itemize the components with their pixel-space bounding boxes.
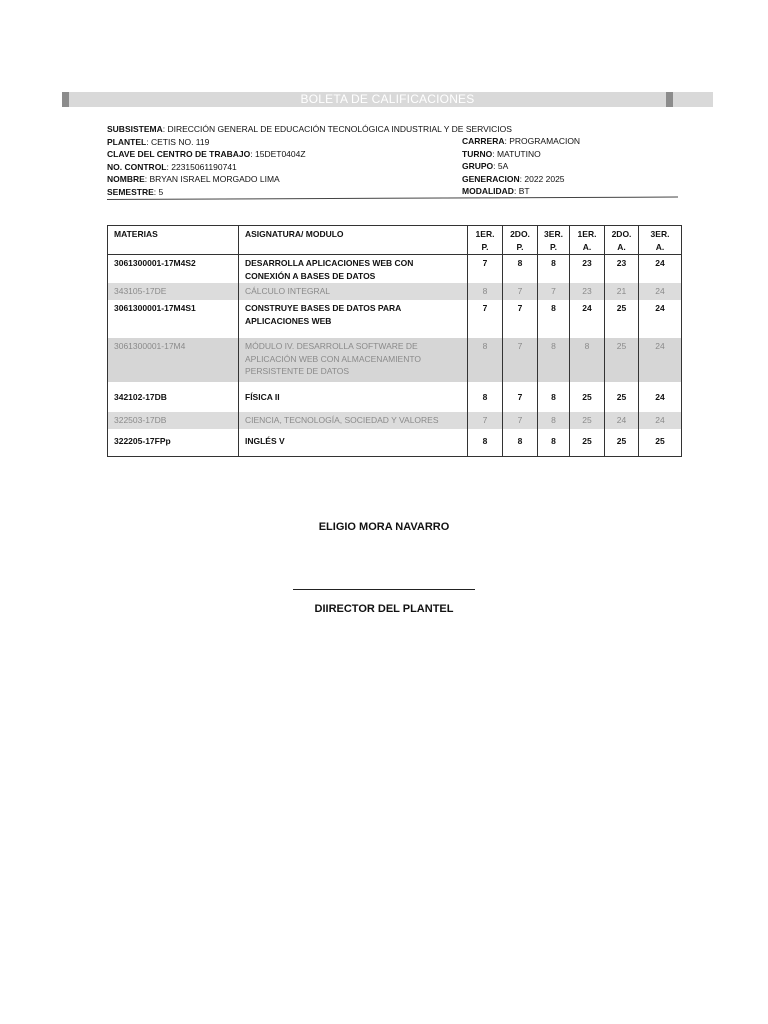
info-label: SUBSISTEMA (107, 124, 163, 134)
info-row-carrera: CARRERA: PROGRAMACION (462, 136, 581, 146)
cell-grade: 7 (468, 255, 503, 284)
header-2do-parcial (503, 226, 538, 255)
signature-line (293, 589, 475, 590)
cell-grade: 24 (639, 300, 682, 338)
cell-asignatura: CÁLCULO INTEGRAL (239, 283, 468, 300)
cell-grade: 25 (605, 338, 639, 382)
cell-materia: 3061300001-17M4S2 (108, 255, 239, 284)
header-3er-acumulado (639, 226, 682, 255)
cell-grade: 25 (570, 382, 605, 412)
header-line: A. (582, 241, 592, 252)
cell-grade: 7 (468, 300, 503, 338)
info-row-nombre: NOMBRE: BRYAN ISRAEL MORGADO LIMA (107, 174, 280, 184)
header-1er-acumulado (570, 226, 605, 255)
info-value: DIRECCIÓN GENERAL DE EDUCACIÓN TECNOLÓGICA INDUSTRIAL Y DE SERVICIOS (167, 124, 512, 134)
info-row-grupo: GRUPO: 5A (462, 161, 509, 171)
cell-grade: 7 (503, 300, 538, 338)
info-label: MODALIDAD (462, 186, 514, 196)
cell-grade: 24 (605, 412, 639, 429)
cell-asignatura: DESARROLLA APLICACIONES WEB CON CONEXIÓN A BASES DE DATOS (239, 255, 468, 284)
info-label: CLAVE DEL CENTRO DE TRABAJO (107, 149, 251, 159)
cell-grade: 24 (639, 283, 682, 300)
cell-grade: 25 (605, 382, 639, 412)
info-row-plantel: PLANTEL: CETIS NO. 119 (107, 136, 210, 147)
table-row (108, 300, 682, 338)
cell-grade: 7 (503, 338, 538, 382)
info-row-turno: TURNO: MATUTINO (462, 148, 541, 159)
cell-grade: 7 (538, 283, 570, 300)
header-line: 2DO. (510, 229, 530, 239)
cell-grade: 25 (605, 429, 639, 456)
info-label: GRUPO (462, 161, 494, 171)
info-row-modalidad: MODALIDAD: BT (462, 186, 530, 196)
cell-grade: 8 (468, 382, 503, 412)
cell-grade: 23 (570, 283, 605, 300)
info-label: SEMESTRE (107, 186, 154, 197)
info-label: CARRERA (462, 136, 505, 146)
cell-grade: 8 (538, 338, 570, 382)
cell-grade: 25 (639, 429, 682, 456)
cell-grade: 7 (468, 412, 503, 429)
cell-grade: 8 (538, 412, 570, 429)
info-label: GENERACION (462, 173, 520, 184)
header-line: 2DO. (611, 229, 632, 239)
cell-asignatura: INGLÉS V (239, 429, 468, 456)
grades-table (107, 225, 682, 457)
cell-grade: 24 (639, 382, 682, 412)
student-info-left (107, 123, 512, 198)
header-line: A. (655, 241, 665, 252)
header-2do-acumulado (605, 226, 639, 255)
cell-materia: 3061300001-17M4S1 (108, 300, 239, 338)
header-line: 1ER. (475, 229, 495, 239)
info-value: 5A (497, 161, 509, 171)
header-line: P. (481, 241, 489, 252)
cell-grade: 8 (538, 429, 570, 456)
title-bar (62, 92, 713, 107)
info-value: CETIS NO. 119 (150, 136, 210, 147)
cell-grade: 8 (538, 255, 570, 284)
info-row-clave: CLAVE DEL CENTRO DE TRABAJO: 15DET0404Z (107, 149, 306, 159)
table-row (108, 429, 682, 456)
header-line: 3ER. (544, 229, 563, 239)
cell-grade: 8 (468, 338, 503, 382)
cell-grade: 8 (503, 255, 538, 284)
student-info-right (462, 135, 580, 198)
header-materias: MATERIAS (108, 226, 239, 255)
info-value: 15DET0404Z (255, 149, 306, 159)
cell-grade: 8 (468, 429, 503, 456)
table-row (108, 255, 682, 284)
info-row-semestre: SEMESTRE: 5 (107, 186, 164, 197)
table-header-row (108, 226, 682, 255)
header-line: A. (617, 241, 626, 252)
cell-grade: 24 (639, 412, 682, 429)
info-value: 2022 2025 (524, 173, 565, 184)
info-row-subsistema: SUBSISTEMA: DIRECCIÓN GENERAL DE EDUCACIÓN TECNOLÓGICA INDUSTRIAL Y DE SERVICIOS (107, 124, 512, 134)
cell-grade: 23 (570, 255, 605, 284)
cell-materia: 322503-17DB (108, 412, 239, 429)
header-line: P. (516, 241, 524, 252)
info-label: NO. CONTROL (107, 161, 167, 172)
info-value: 5 (158, 186, 164, 197)
info-value: MATUTINO (496, 148, 541, 159)
table-row (108, 283, 682, 300)
cell-grade: 8 (468, 283, 503, 300)
cell-grade: 7 (503, 412, 538, 429)
document-title: BOLETA DE CALIFICACIONES (300, 92, 475, 106)
cell-materia: 342102-17DB (108, 382, 239, 412)
info-label: PLANTEL (107, 136, 147, 147)
cell-grade: 8 (538, 382, 570, 412)
header-asignatura: ASIGNATURA/ MODULO (239, 226, 468, 255)
header-line: 1ER. (577, 229, 597, 239)
cell-asignatura: CIENCIA, TECNOLOGÍA, SOCIEDAD Y VALORES (239, 412, 468, 429)
info-value: 22315061190741 (171, 161, 237, 172)
cell-asignatura: FÍSICA II (239, 382, 468, 412)
header-1er-parcial (468, 226, 503, 255)
cell-materia: 322205-17FPp (108, 429, 239, 456)
table-row (108, 338, 682, 382)
cell-materia: 3061300001-17M4 (108, 338, 239, 382)
signer-role: DIIRECTOR DEL PLANTEL (314, 603, 454, 615)
cell-grade: 7 (503, 283, 538, 300)
header-line: P. (550, 241, 557, 252)
info-row-generacion: GENERACION: 2022 2025 (462, 173, 565, 184)
cell-grade: 25 (605, 300, 639, 338)
table-row (108, 412, 682, 429)
info-value: PROGRAMACION (509, 136, 581, 146)
cell-asignatura: MÓDULO IV. DESARROLLA SOFTWARE DE APLICACIÓN WEB CON ALMACENAMIENTO PERSISTENTE DE DATOS (239, 338, 468, 382)
info-value: BT (518, 186, 530, 196)
cell-grade: 7 (503, 382, 538, 412)
cell-grade: 24 (639, 338, 682, 382)
cell-grade: 8 (503, 429, 538, 456)
cell-grade: 8 (570, 338, 605, 382)
cell-grade: 25 (570, 429, 605, 456)
cell-grade: 24 (570, 300, 605, 338)
cell-grade: 23 (605, 255, 639, 284)
info-label: TURNO (462, 148, 493, 159)
table-row (108, 382, 682, 412)
info-label: NOMBRE (107, 174, 145, 184)
info-row-no-control: NO. CONTROL: 22315061190741 (107, 161, 237, 172)
header-3er-parcial (538, 226, 570, 255)
cell-grade: 21 (605, 283, 639, 300)
signer-name: ELIGIO MORA NAVARRO (318, 521, 450, 533)
header-line: 3ER. (650, 229, 670, 239)
info-value: BRYAN ISRAEL MORGADO LIMA (149, 174, 280, 184)
cell-asignatura: CONSTRUYE BASES DE DATOS PARA APLICACIONES WEB (239, 300, 468, 338)
cell-materia: 343105-17DE (108, 283, 239, 300)
cell-grade: 24 (639, 255, 682, 284)
cell-grade: 25 (570, 412, 605, 429)
cell-grade: 8 (538, 300, 570, 338)
